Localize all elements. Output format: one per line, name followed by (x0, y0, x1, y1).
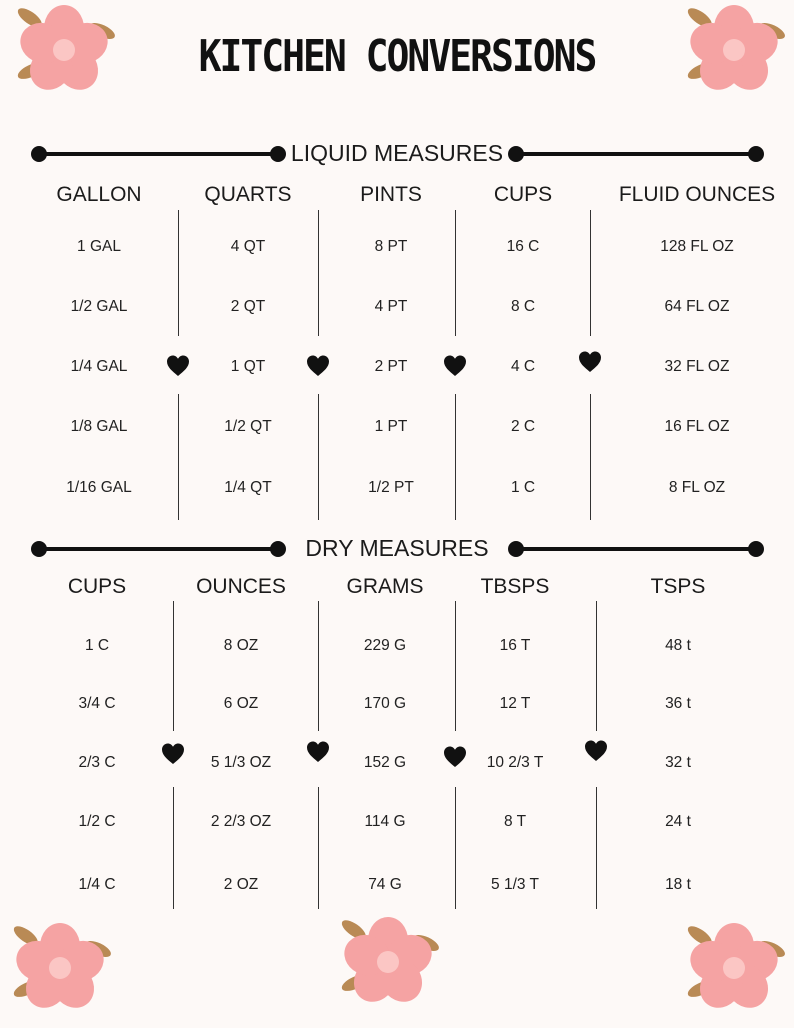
column-header: OUNCES (196, 575, 286, 598)
table-cell: 1 C (510, 479, 536, 496)
table-cell: 1/2 PT (368, 479, 414, 496)
table-cell: 1/2 QT (224, 418, 272, 435)
column-divider (596, 601, 597, 731)
table-cell: 1/4 C (78, 876, 116, 893)
heart-icon (306, 740, 330, 764)
column-header: CUPS (67, 575, 127, 598)
table-cell: 48 t (665, 637, 691, 654)
column-header: FLUID OUNCES (618, 183, 776, 206)
column-ounces (171, 533, 311, 923)
section-heading: LIQUID MEASURES (290, 140, 504, 166)
column-pints (326, 138, 456, 528)
table-cell: 18 t (665, 876, 691, 893)
flower-icon (678, 0, 790, 104)
column-header: TBSPS (480, 575, 550, 598)
table-cell: 16 T (499, 637, 531, 654)
table-cell: 1/16 GAL (66, 479, 132, 496)
column-tsps (598, 533, 758, 923)
table-cell: 1/4 QT (224, 479, 272, 496)
column-divider (455, 210, 456, 336)
table-cell: 4 C (510, 358, 536, 375)
table-cell: 114 G (364, 813, 406, 830)
heart-icon (443, 745, 467, 769)
column-divider (318, 394, 319, 520)
column-header: CUPS (493, 183, 553, 206)
table-cell: 36 t (665, 695, 691, 712)
table-cell: 2/3 C (78, 754, 116, 771)
table-cell: 16 FL OZ (664, 418, 730, 435)
column-header: GRAMS (346, 575, 424, 598)
column-divider (590, 210, 591, 336)
table-cell: 1/2 GAL (70, 298, 128, 315)
section-heading: DRY MEASURES (305, 535, 489, 561)
table-cell: 5 1/3 OZ (210, 754, 272, 771)
column-header: PINTS (360, 183, 422, 206)
column-divider (455, 601, 456, 731)
column-divider (318, 787, 319, 909)
column-divider (455, 394, 456, 520)
table-cell: 6 OZ (223, 695, 259, 712)
column-cups (463, 138, 583, 528)
table-cell: 2 C (510, 418, 536, 435)
table-cell: 16 C (506, 238, 540, 255)
flower-icon (332, 912, 444, 1016)
table-cell: 152 G (363, 754, 407, 771)
table-cell: 12 T (499, 695, 531, 712)
column-divider (173, 787, 174, 909)
flower-icon (4, 918, 116, 1022)
table-cell: 8 OZ (223, 637, 259, 654)
column-divider (455, 787, 456, 909)
table-cell: 229 G (363, 637, 407, 654)
column-header: QUARTS (204, 183, 292, 206)
table-cell: 32 t (665, 754, 691, 771)
heart-icon (578, 350, 602, 374)
table-cell: 5 1/3 T (491, 876, 539, 893)
table-cell: 1 PT (374, 418, 408, 435)
column-divider (318, 210, 319, 336)
column-header: GALLON (56, 183, 142, 206)
column-fluid-ounces (597, 138, 794, 528)
table-cell: 32 FL OZ (664, 358, 730, 375)
table-cell: 74 G (368, 876, 402, 893)
column-cups (32, 533, 162, 923)
table-cell: 8 T (503, 813, 527, 830)
table-cell: 1/8 GAL (70, 418, 128, 435)
table-cell: 3/4 C (78, 695, 116, 712)
table-cell: 2 2/3 OZ (210, 813, 272, 830)
dry-measures-section (0, 533, 794, 923)
table-cell: 2 QT (230, 298, 266, 315)
table-cell: 1/2 C (78, 813, 116, 830)
column-grams (320, 533, 450, 923)
table-cell: 4 PT (374, 298, 408, 315)
table-cell: 1/4 GAL (70, 358, 128, 375)
flower-icon (678, 918, 790, 1022)
table-cell: 64 FL OZ (664, 298, 730, 315)
heart-icon (443, 354, 467, 378)
page-title: KITCHEN CONVERSIONS (198, 30, 596, 82)
column-tbsps (455, 533, 575, 923)
column-divider (318, 601, 319, 731)
column-divider (173, 601, 174, 731)
table-cell: 8 FL OZ (668, 479, 726, 496)
liquid-measures-section (0, 138, 794, 528)
table-cell: 1 QT (230, 358, 266, 375)
heart-icon (166, 354, 190, 378)
column-divider (178, 394, 179, 520)
column-divider (590, 394, 591, 520)
table-cell: 24 t (665, 813, 691, 830)
heart-icon (584, 739, 608, 763)
heart-icon (161, 742, 185, 766)
heart-icon (306, 354, 330, 378)
column-header: TSPS (650, 575, 706, 598)
table-cell: 170 G (363, 695, 407, 712)
table-cell: 10 2/3 T (486, 754, 544, 771)
table-cell: 2 OZ (223, 876, 259, 893)
table-cell: 1 GAL (77, 238, 121, 255)
flower-icon (8, 0, 120, 104)
column-gallon (29, 138, 169, 528)
column-divider (596, 787, 597, 909)
table-cell: 8 PT (374, 238, 408, 255)
column-divider (178, 210, 179, 336)
table-cell: 2 PT (374, 358, 408, 375)
column-quarts (178, 138, 318, 528)
table-cell: 8 C (510, 298, 536, 315)
table-cell: 4 QT (230, 238, 266, 255)
table-cell: 1 C (84, 637, 110, 654)
table-cell: 128 FL OZ (660, 238, 734, 255)
